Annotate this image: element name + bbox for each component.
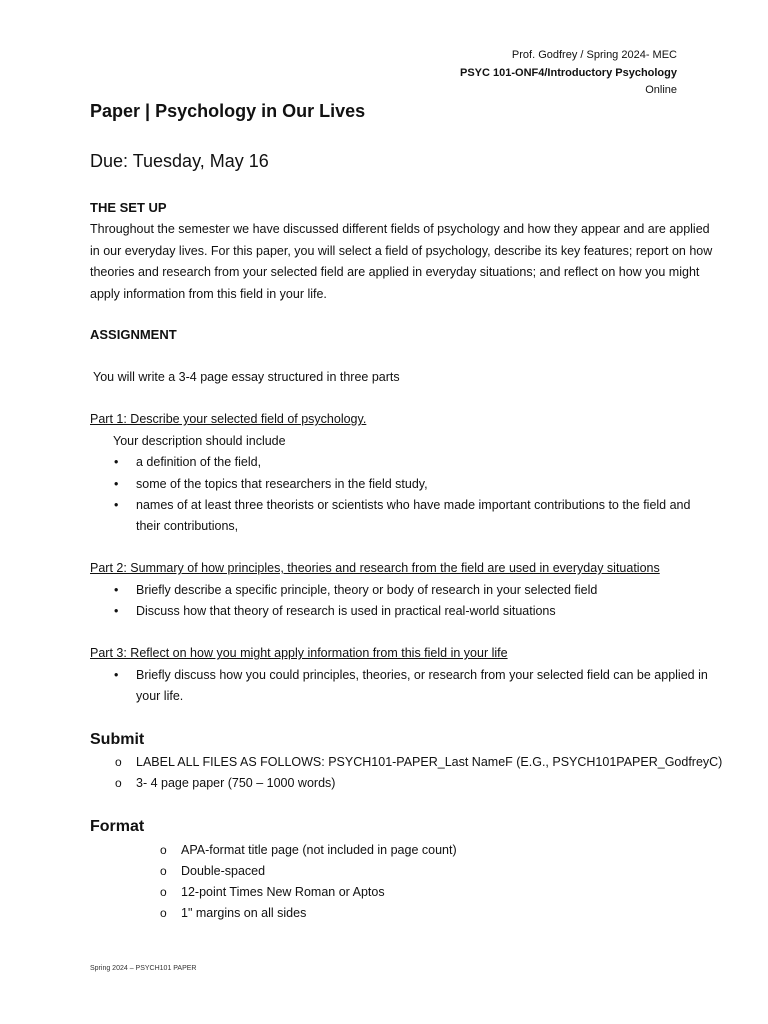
list-item-text: your life.	[136, 689, 184, 703]
list-item	[114, 601, 556, 623]
bullet-icon: •	[114, 455, 119, 469]
list-item	[114, 495, 691, 517]
page-footer: Spring 2024 – PSYCH101 PAPER	[90, 965, 197, 972]
bullet-icon: •	[114, 604, 119, 618]
circle-bullet-icon: o	[160, 906, 167, 920]
list-item-text: Briefly discuss how you could principles, theories, or research from your selected field can be applied in	[136, 668, 708, 682]
setup-line: Throughout the semester we have discussed different fields of psychology and how they appear and are applied	[90, 222, 710, 236]
list-item	[160, 903, 307, 925]
modality-line: Online	[645, 84, 677, 96]
list-item-text: 1" margins on all sides	[181, 906, 307, 920]
list-item-text: LABEL ALL FILES AS FOLLOWS: PSYCH101-PAPER_Last NameF (E.G., PSYCH101PAPER_GodfreyC)	[136, 755, 723, 769]
course-header	[460, 47, 677, 100]
circle-bullet-icon: o	[160, 864, 167, 878]
list-item	[114, 580, 598, 602]
due-date: Due: Tuesday, May 16	[90, 151, 269, 171]
list-item	[160, 840, 457, 862]
list-item-text: their contributions,	[136, 519, 239, 533]
setup-paragraph	[90, 219, 713, 305]
assignment-heading: ASSIGNMENT	[90, 327, 177, 342]
list-item-continuation	[136, 686, 183, 708]
list-item	[115, 752, 723, 774]
bullet-icon: •	[114, 668, 119, 682]
setup-line: in our everyday lives. For this paper, you will select a field of psychology, describe its key features; report on how	[90, 243, 713, 258]
list-item	[115, 773, 336, 795]
setup-line: apply information from this field in your life.	[90, 286, 327, 301]
bullet-icon: •	[114, 498, 119, 512]
list-item-text: a definition of the field,	[136, 455, 262, 469]
format-heading: Format	[90, 818, 145, 835]
setup-line: theories and research from your selected field are applied in everyday situations; and reflect on how you might	[90, 265, 700, 279]
list-item-text: Discuss how that theory of research is used in practical real-world situations	[136, 604, 556, 618]
part1-lead: Your description should include	[113, 434, 286, 448]
list-item	[160, 882, 385, 904]
circle-bullet-icon: o	[115, 755, 122, 769]
list-item-text: some of the topics that researchers in the field study,	[136, 477, 428, 491]
instructor-line: Prof. Godfrey / Spring 2024- MEC	[511, 49, 677, 61]
bullet-icon: •	[114, 477, 119, 491]
assignment-intro: You will write a 3-4 page essay structured in three parts	[93, 370, 400, 384]
list-item	[160, 861, 266, 883]
list-item-text: names of at least three theorists or scientists who have made important contributions to the field and	[136, 498, 691, 512]
list-item-text: 3- 4 page paper (750 – 1000 words)	[136, 776, 336, 790]
part1-heading: Part 1: Describe your selected field of psychology.	[90, 412, 367, 426]
circle-bullet-icon: o	[160, 885, 167, 899]
setup-heading: THE SET UP	[90, 200, 167, 215]
circle-bullet-icon: o	[160, 843, 167, 857]
list-item-text: 12-point Times New Roman or Aptos	[181, 885, 385, 899]
list-item	[114, 452, 262, 474]
page-title: Paper | Psychology in Our Lives	[90, 101, 366, 121]
part2-heading: Part 2: Summary of how principles, theories and research from the field are used in everyday situations	[90, 561, 660, 575]
list-item	[114, 474, 428, 496]
course-code-line: PSYC 101-ONF4/Introductory Psychology	[460, 66, 677, 79]
circle-bullet-icon: o	[115, 776, 122, 790]
part3-heading: Part 3: Reflect on how you might apply information from this field in your life	[90, 646, 508, 660]
list-item	[114, 665, 708, 687]
list-item-text: Briefly describe a specific principle, theory or body of research in your selected field	[136, 583, 598, 597]
submit-heading: Submit	[90, 731, 145, 748]
list-item-text: APA-format title page (not included in page count)	[181, 843, 457, 857]
list-item-text: Double-spaced	[181, 864, 266, 878]
bullet-icon: •	[114, 583, 119, 597]
list-item-continuation	[136, 516, 238, 538]
